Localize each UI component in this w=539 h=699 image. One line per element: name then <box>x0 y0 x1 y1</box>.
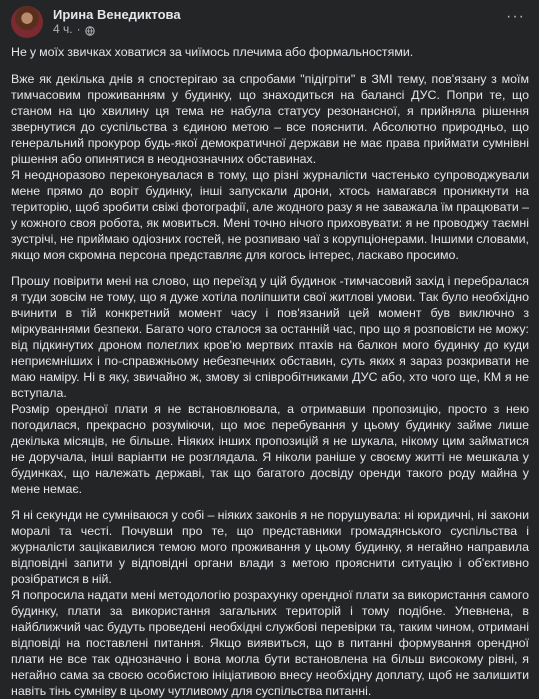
post-paragraph: Розмір орендної плати я не встановлювала, а отримавши пропозицію, просто з нею погодилася, прекрасно розуміючи, що моє перебування у цьому будинку займе лише декілька місяців, не більше. Ніяких інших пропозицій я не шукала, нікому цим займатися не доручала, інші варіанти не розглядала. Я ніколи раніше у своєму житті не мешкала у будинках, що належать державі, так що багатого досвіду оренди такого роду майна у мене немає. <box>11 402 529 496</box>
more-options-icon[interactable]: ··· <box>506 8 525 25</box>
post-meta <box>53 7 181 37</box>
globe-icon[interactable] <box>85 25 95 35</box>
post-paragraph: Я попросила надати мені методологію розрахунку орендної плати за використання самого будинку, плати за використання загальних територій і тому подібне. Упевнена, в найближчий час будуть проведені необхідні службові перевірки та, таким чином, отримані відповіді на поставлені питання. Якщо виявиться, що в питанні формування орендної плати не все так однозначно і вона могла бути встановлена на більш високому рівні, я негайно сама за своєю особистою ініціативою внесу необхідну доплату, щоб не залишити навіть тінь сумніву в цьому чутливому для суспільства питанні. <box>11 588 529 698</box>
post-paragraph: Прошу повірити мені на слово, що переїзд у цій будинок -тимчасовий захід і перебралася я туди зовсім не тому, що я дуже хотіла поліпшити свої житлові умови. Так було необхідно вчинити в тій конкретний момент часу і пов'язаний цей момент був виключно з міркуваннями безпеки. Багато чого сталося за останній час, про що я розповісти не можу: від підкинутих дроном полеглих кров'ю мертвих птахів на балкон мого будинку до куди неприємніших і по-справжньому небезпечних обставин, суть яких я зараз розкривати не маю наміру. Ні в яку, звичайно ж, змову зі співробітниками ДУС або, хто чого ще, КМ я не вступала. <box>11 274 529 400</box>
post-header <box>11 0 529 42</box>
post-paragraph: Вже як декілька днів я спостерігаю за спробами "підігріти" в ЗМІ тему, пов'язану з моїм тимчасовим проживанням у будинку, що знаходиться на балансі ДУС. Попри те, що станом на цю хвилину ця тема не набула статусу резонансної, я прийняла рішення звернутися до суспільства з єдиною метою – все пояснити. Абсолютно природньо, що генеральний прокурор будь-якої демократичної держави не має права приймати сумнівні рішення або опинятися в неоднозначних обставинах. <box>11 72 529 166</box>
post-subline <box>53 22 181 37</box>
post-paragraph: Я неодноразово переконувалася в тому, що різні журналісти частенько супроводжували мене прямо до воріт будинку, інші запускали дрони, хтось намагався проникнути на територію, щоб зробити свіжі фотографії, але жодного разу я не заважала їм працювати – у кожного своя робота, як мовиться. Мені точно нічого приховувати: я не проводжу таємні зустрічі, не приймаю одіозних гостей, не розпиваю чаї з корупціонерами. Іншими словами, якщо моя скромна персона представляє для когось інтерес, ласкаво просимо. <box>11 168 529 262</box>
post-paragraph: Я ні секунди не сумніваюся у собі – ніяких законів я не порушувала: ні юридичні, ні закони моралі та честі. Почувши про те, що представники громадянського суспільства і журналісти зацікавилися темою мого проживання у цьому будинку, я негайно направила відповідні запити у відповідні органи влади з метою прояснити ситуацію і об'єктивно розібратися в ній. <box>11 508 529 586</box>
post-timestamp[interactable]: 4 ч. <box>53 22 73 36</box>
author-name[interactable]: Ирина Венедиктова <box>53 7 181 22</box>
post-paragraph: Не у моїх звичках ховатися за чиїмось плечима або формальностями. <box>11 45 414 59</box>
author-avatar[interactable] <box>11 6 43 38</box>
audience-separator: · <box>76 22 81 36</box>
post-body <box>11 44 529 699</box>
